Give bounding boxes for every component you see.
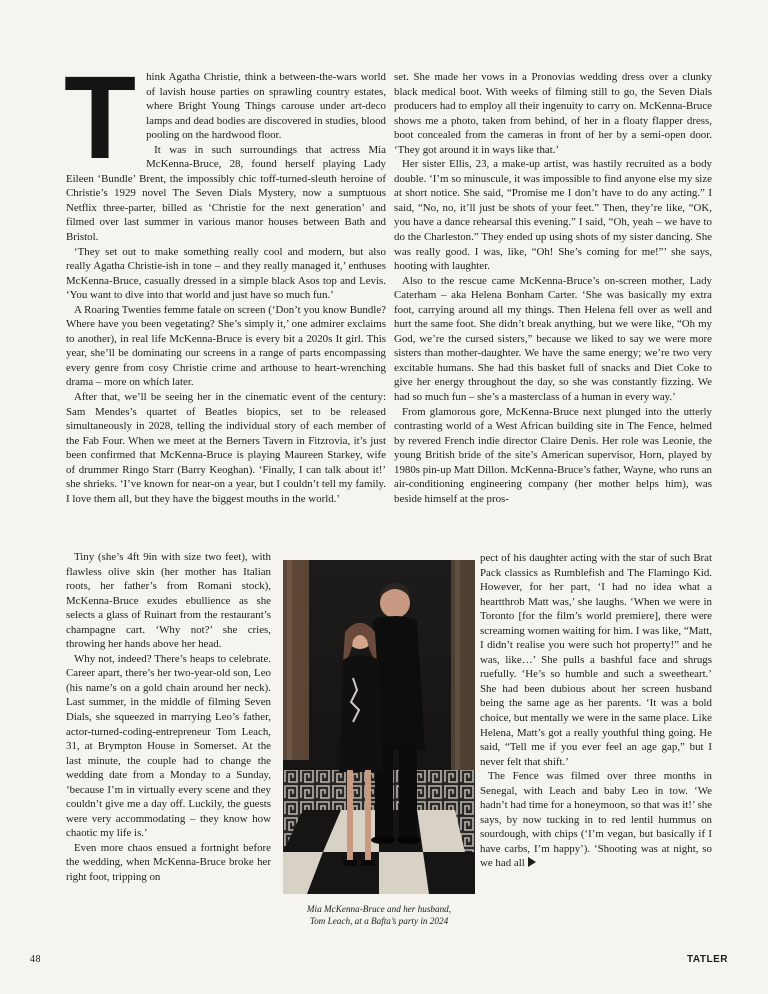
paragraph: Also to the rescue came McKenna-Bruce’s on-screen mother, Lady Caterham – aka Helena Bonham Carter. ‘She was basically my extra foot, carrying around all my things. Then Helena fell over as well and hurt the same foot. She didn’t break anything, but we were like, “Oh my God, we’re the cursed sisters,” because we liked to say we were more sisters than mother-daughter. We have the same energy; we’re two very excitable humans. She had this basket full of snacks and Diet Coke to give her energy throughout the day, so she was constantly fizzing. We had so much fun – she’s a masterclass of a human in every way.’ [394, 274, 712, 404]
article-column-left [64, 52, 386, 506]
caption-line: Mia McKenna-Bruce and her husband, [306, 904, 452, 914]
article-column-lower-left [66, 550, 271, 885]
couple-photo [283, 560, 475, 894]
paragraph: Even more chaos ensued a fortnight before the wedding, when McKenna-Bruce broke her right foot, tripping on [66, 841, 271, 884]
caption-line: Tom Leach, at a Bafta’s party in 2024 [309, 916, 449, 926]
article-column-right [394, 70, 712, 506]
paragraph: hink Agatha Christie, think a between-the-wars world of lavish house parties on sprawling country estates, where Bright Young Things carouse under art-deco lamps and dead bodies are discovered in studies, blood pooling on the hardwood floor. [146, 71, 386, 142]
paragraph: pect of his daughter acting with the star of such Brat Pack classics as Rumblefish and The Flamingo Kid. However, for her part, ‘I had no idea what a heartthrob Matt was,’ she laughs. ‘When we were in Toronto [for the film’s world premiere], there were screaming women waiting for him. I was like, “Matt, I didn’t realise you were such hot property!” and he was, like…’ She pulls a bashful face and shrugs ruefully. ‘He’s so humble and such a sweetheart.’ She had been dubious about her screen husband being the same age as her parents. ‘It was a bold choice, but mentally we were in the same place. Like Helena, Matt’s got a really youthful thing going. He said, “Tell me if you ever feel an age gap,” but I never felt that shift.’ [480, 552, 712, 768]
paragraph: It was in such surroundings that actress Mia McKenna-Bruce, 28, found herself playing Lady Eileen ‘Bundle’ Brent, the impossibly chic toff-turned-sleuth heroine of Christie’s 1929 novel The Seven Dials Mystery, now a sumptuous Netflix three-parter, billed as ‘Christie for the next generation’ and filmed over last summer in various manor houses between Bath and Bristol. [66, 143, 386, 244]
paragraph [480, 769, 712, 871]
drop-cap: T [64, 52, 137, 184]
paragraph-text: The Fence was filmed over three months in Senegal, with Leach and baby Leo in tow. ‘We hadn’t had time for a honeymoon, so that was it!’ she says, by now tucking in to red lentil hummus on sourdough, with chips (‘I’m vegan, but basically if I have carbs, I’m happy’). ‘Shooting was at night, so we had all [480, 770, 712, 870]
paragraph: From glamorous gore, McKenna-Bruce next plunged into the utterly contrasting world of a West African building site in The Fence, helmed by revered French indie director Claire Denis. Her role was Leonie, the young British bride of the site’s American supervisor, Horn, played by 1980s pin-up Matt Dillon. McKenna-Bruce’s father, Wayne, who runs an air-conditioning engineering company (her mother helps him), was beside himself at the pros- [394, 405, 712, 505]
paragraph: Her sister Ellis, 23, a make-up artist, was hastily recruited as a body double. ‘I’m so minuscule, it was impossible to find anyone else my size at short notice. She said, “Promise me I don’t have to do any acting.” I said, “No, no, it’ll just be shots of your feet.” Then, they’re like, “OK, you have a dance rehearsal this evening.” I said, “Oh, yeah – we have to do the Charleston.” They ended up using shots of my sister dancing. She was really good. I was, like, “Oh! She’s coming for me!”’ she says, hooting with laughter. [394, 158, 712, 273]
paragraph: set. She made her vows in a Pronovias wedding dress over a clunky black medical boot. With weeks of filming still to go, the Seven Dials producers had to employ all their ingenuity to carry on. McKenna-Bruce shows me a photo, taken from behind, of her in a floaty flapper dress, boot concealed from the cameras in front of her by a semi-open door. ‘They got around it in ways like that.’ [394, 71, 712, 156]
magazine-name: TATLER [687, 954, 728, 965]
article-column-lower-right [480, 551, 712, 871]
paragraph: Tiny (she’s 4ft 9in with size two feet), with flawless olive skin (her mother has Italian roots, her father’s from Romani stock), McKenna-Bruce exudes ebullience as she selects a glass of Ruinart from the restaurant’s champagne cart. ‘Why not?’ she cries, throwing her hands above her head. [66, 551, 271, 651]
photo-caption [283, 903, 475, 927]
paragraph: ‘They set out to make something really cool and modern, but also really Agatha Christie-ish in tone – and they really managed it,’ enthuses McKenna-Bruce, casually dressed in a simple black Asos top and Levis. ‘You want to dive into that world and just have so much fun.’ [66, 245, 386, 302]
paragraph: Why not, indeed? There’s heaps to celebrate. Career apart, there’s her two-year-old son, Leo (his name’s on a gold chain around her neck). Last summer, in the middle of filming Seven Dials, she squeezed in marrying Leo’s father, actor-turned-coding-entrepreneur Tom Leach, 31, at Brympton House in Somerset. At the last minute, the couple had to change the wedding date from a Monday to a Sunday, ‘because I’m in virtually every scene and they couldn’t give me a day off. Luckily, the guests were very accommodating – they know how chaotic my life is.’ [66, 652, 271, 840]
paragraph: After that, we’ll be seeing her in the cinematic event of the century: Sam Mendes’s quartet of Beatles biopics, set to be released simultaneously in 2028, telling the individual story of each member of the Fab Four. When we meet at the Berners Tavern in Fitzrovia, it’s just been confirmed that McKenna-Bruce is playing Maureen Starkey, wife of drummer Ringo Starr (Barry Keoghan). ‘Finally, I can talk about it!’ she shrieks. ‘I’ve known for near-on a year, but I couldn’t tell my family. I love them all, but they have the biggest mouths in the world.’ [66, 391, 386, 505]
photo-illustration [283, 560, 475, 894]
page-number: 48 [30, 954, 41, 965]
paragraph: A Roaring Twenties femme fatale on screen (‘Don’t you know Bundle? Where have you been vegetating? She’s simply it,’ one admirer exclaims to another), in real life McKenna-Bruce is every bit a 2020s It girl. This year, she’ll be dominating our screens in a range of parts encompassing every genre from cosy Christie crime and arthouse to heart-wrenching drama – more on which later. [66, 303, 386, 389]
continue-triangle-icon [528, 857, 536, 867]
